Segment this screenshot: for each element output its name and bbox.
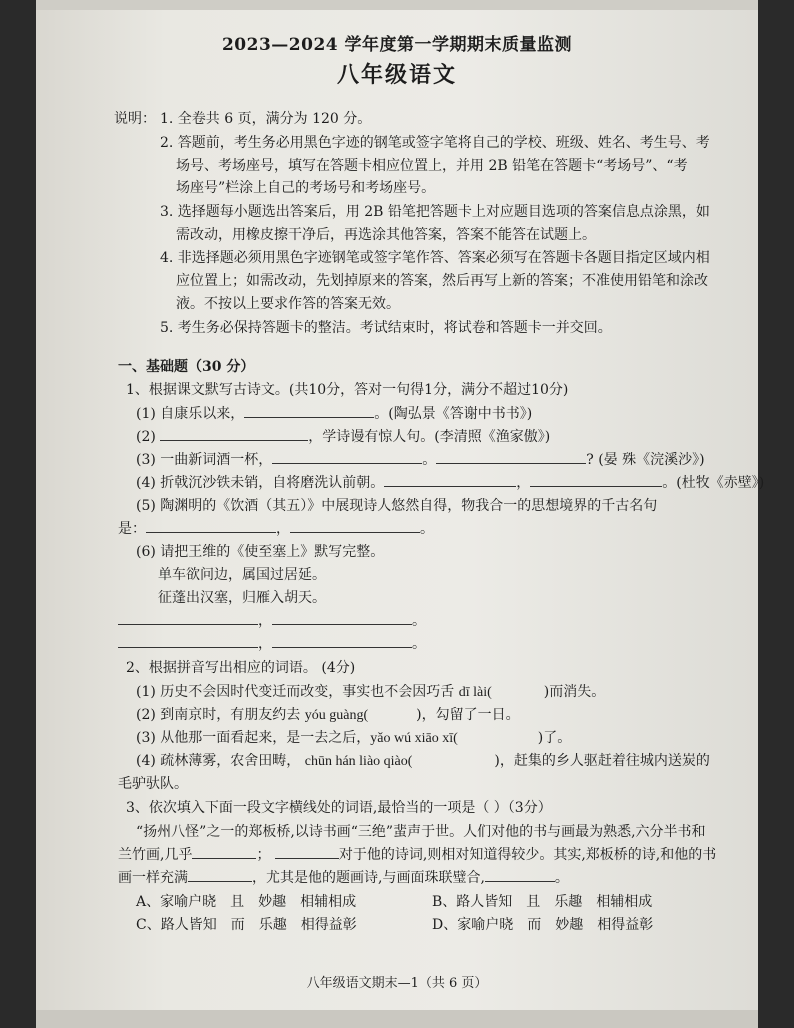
instruction-line: 5. 考生务必保持答题卡的整洁。考试结束时，将试卷和答题卡一并交回。 xyxy=(160,320,612,336)
instruction-line: 场座号”栏涂上自己的考场号和考场座号。 xyxy=(176,180,436,196)
answer-blank[interactable] xyxy=(118,635,258,648)
answer-blank[interactable] xyxy=(244,405,374,418)
answer-blank[interactable] xyxy=(384,474,516,487)
exam-paper xyxy=(36,0,765,1028)
answer-blank[interactable] xyxy=(146,520,276,533)
pinyin-item-4-cont: 毛驴驮队。 xyxy=(118,776,188,792)
pinyin-item-4: (4) 疏林薄雾，农舍田畴， chūn hán liào qiào( )，赶集的乡人驱赶着往城内送炭的 xyxy=(136,753,710,769)
answer-blank[interactable] xyxy=(118,612,258,625)
pinyin-item-3: (3) 从他那一面看起来，是一去之后，yǎo wú xiāo xī( )了。 xyxy=(136,730,572,746)
answer-blank[interactable] xyxy=(275,846,339,859)
instruction-line: 3. 选择题每小题选出答案后，用 2B 铅笔把答题卡上对应题目选项的答案信息点涂黑，如 xyxy=(160,204,710,220)
poem-blank-line: ， 。 xyxy=(118,635,426,653)
passage-line: 画一样充满 ，尤其是他的题画诗,与画面珠联璧合, 。 xyxy=(118,870,569,886)
poem-line: 单车欲问边，属国过居延。 xyxy=(158,567,326,583)
option-c[interactable]: C、路人皆知 而 乐趣 相得益彰 xyxy=(136,917,357,933)
exam-title: 2023—2024 学年度第一学期期末质量监测 xyxy=(221,35,573,55)
answer-blank[interactable] xyxy=(485,869,555,882)
instructions-label: 说明： xyxy=(114,111,156,127)
answer-blank[interactable] xyxy=(272,451,422,464)
fill-blank-1: (1) 自康乐以来， 。(陶弘景《答谢中书书》) xyxy=(136,406,533,422)
question-stem: 2、根据拼音写出相应的词语。 (4分) xyxy=(126,660,356,676)
answer-blank[interactable] xyxy=(160,428,308,441)
option-b[interactable]: B、路人皆知 且 乐趣 相辅相成 xyxy=(432,894,653,910)
option-d[interactable]: D、家喻户晓 而 妙趣 相得益彰 xyxy=(432,917,654,933)
passage-line: 兰竹画,几乎 ； 对于他的诗词,则相对知道得较少。其实,郑板桥的诗,和他的书 xyxy=(118,847,717,863)
question-stem: 1、根据课文默写古诗文。(共10分，答对一句得1分，满分不超过10分) xyxy=(126,382,569,398)
option-a[interactable]: A、家喻户晓 且 妙趣 相辅相成 xyxy=(136,894,357,910)
fill-blank-4: (4) 折戟沉沙铁未销，自将磨洗认前朝。 ， 。(杜牧《赤壁》) xyxy=(136,475,765,491)
instruction-line: 4. 非选择题必须用黑色字迹钢笔或签字笔作答、答案必须写在答题卡各题目指定区域内相 xyxy=(160,250,710,266)
answer-blank[interactable] xyxy=(530,474,662,487)
page-footer: 八年级语文期末—1（共 6 页） xyxy=(306,976,488,991)
exam-subject: 八年级语文 xyxy=(336,62,457,88)
poem-blank-line: ， 。 xyxy=(118,612,426,630)
answer-blank[interactable] xyxy=(290,520,420,533)
section-title: 一、基础题（30 分） xyxy=(118,359,255,375)
paper-shadow xyxy=(36,1010,758,1028)
fill-blank-3: (3) 一曲新词酒一杯， 。 ? (晏 殊《浣溪沙》) xyxy=(136,452,705,468)
question-stem: 3、依次填入下面一段文字横线处的词语,最恰当的一项是（ ）（3分） xyxy=(126,800,552,816)
answer-blank[interactable] xyxy=(436,451,586,464)
instruction-line: 2. 答题前，考生务必用黑色字迹的钢笔或签字笔将自己的学校、班级、姓名、考生号、考 xyxy=(160,135,710,151)
instruction-line: 应位置上；如需改动，先划掉原来的答案，然后再写上新的答案；不准使用铅笔和涂改 xyxy=(176,273,708,289)
pinyin-item-1: (1) 历史不会因时代变迁而改变，事实也不会因巧舌 dī lài( )而消失。 xyxy=(136,684,606,700)
fill-blank-5-cont: 是： ， 。 xyxy=(118,521,434,537)
passage-line: “扬州八怪”之一的郑板桥,以诗书画“三绝”蜚声于世。人们对他的书与画最为熟悉,六分半书和 xyxy=(136,824,706,840)
fill-blank-6: (6) 请把王维的《使至塞上》默写完整。 xyxy=(136,544,385,560)
fill-blank-5: (5) 陶渊明的《饮酒（其五）》中展现诗人悠然自得，物我合一的思想境界的千古名句 xyxy=(136,498,658,514)
answer-blank[interactable] xyxy=(188,869,252,882)
pinyin-item-2: (2) 到南京时，有朋友约去 yóu guàng( )，勾留了一日。 xyxy=(136,707,520,723)
fill-blank-2: (2) ，学诗谩有惊人句。(李清照《渔家傲》) xyxy=(136,429,551,445)
answer-blank[interactable] xyxy=(272,635,412,648)
paper-edge xyxy=(36,0,758,10)
instruction-line: 需改动，用橡皮擦干净后，再选涂其他答案，答案不能答在试题上。 xyxy=(176,227,596,243)
instruction-line: 场号、考场座号，填写在答题卡相应位置上，并用 2B 铅笔在答题卡“考场号”、“考 xyxy=(176,158,688,174)
answer-blank[interactable] xyxy=(272,612,412,625)
poem-line: 征蓬出汉塞，归雁入胡天。 xyxy=(158,590,326,606)
answer-blank[interactable] xyxy=(192,846,256,859)
instruction-line: 1. 全卷共 6 页，满分为 120 分。 xyxy=(160,111,372,127)
instruction-line: 液。不按以上要求作答的答案无效。 xyxy=(176,296,400,312)
